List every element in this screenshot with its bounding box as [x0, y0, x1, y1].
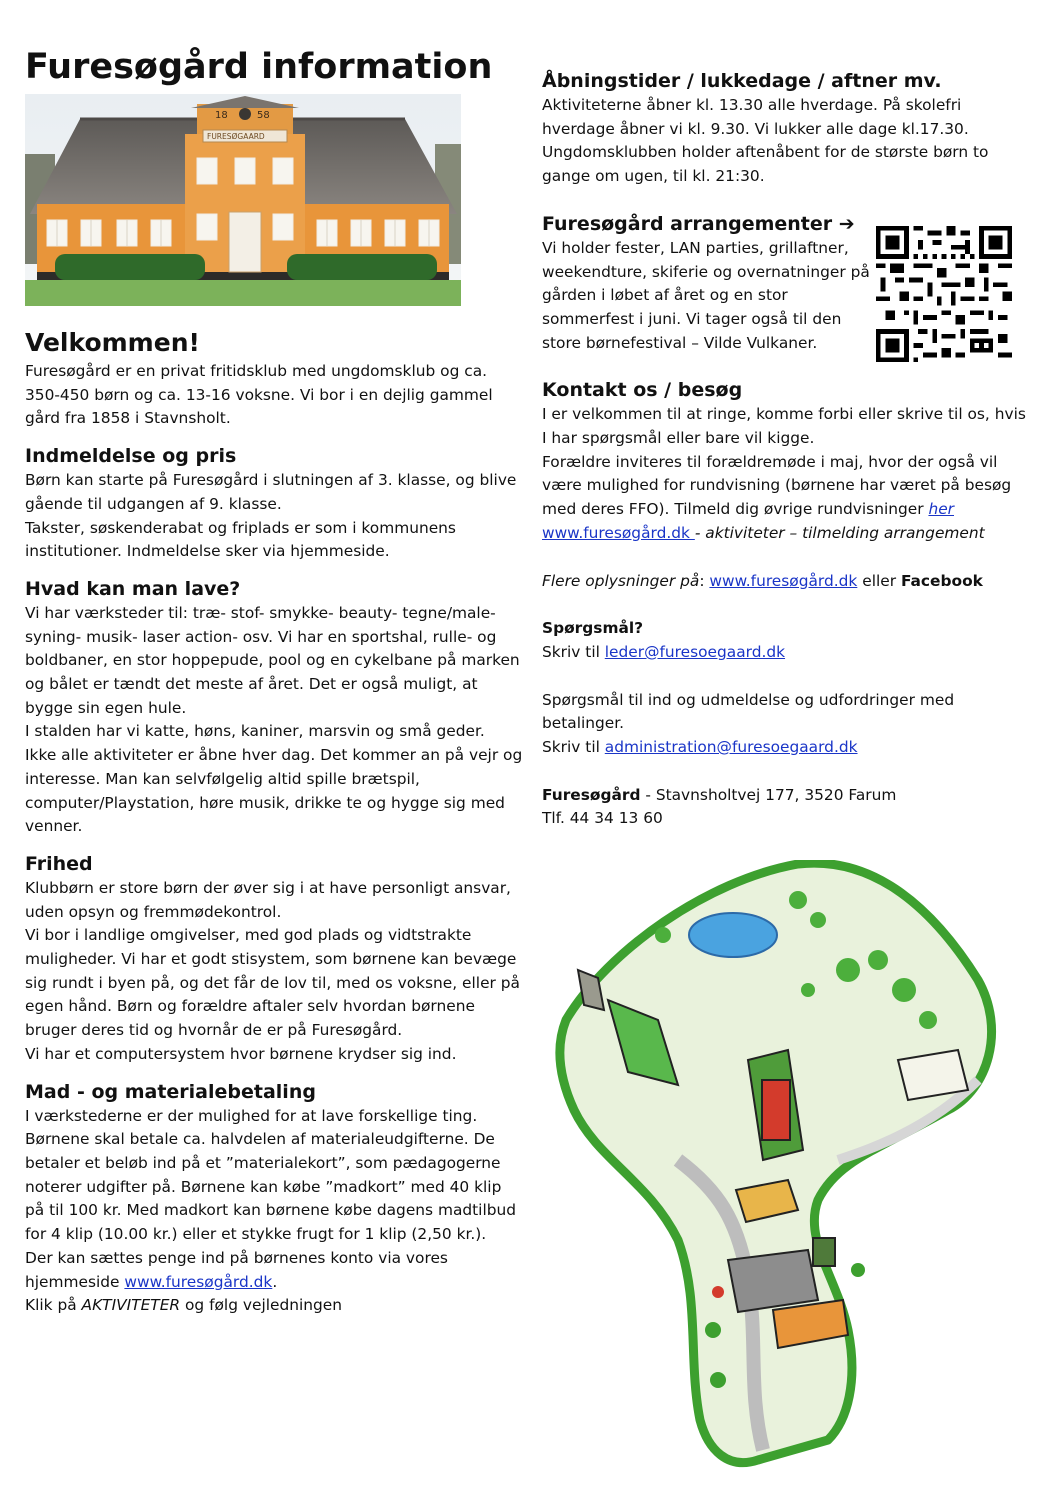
more-info-colon: :	[699, 571, 710, 590]
activities-text-2: I stalden har vi katte, høns, kaniner, marsvin og små geder.	[25, 722, 485, 741]
leader-email-link[interactable]: leder@furesoegaard.dk	[604, 642, 786, 661]
payment-heading: Mad - og materialebetaling	[25, 1080, 316, 1103]
payment-text-3-italic: AKTIVITETER	[81, 1296, 181, 1315]
payment-text-3-prefix: Klik på	[25, 1296, 82, 1315]
activities-text-1: Vi har værksteder til: træ- stof- smykke- beauty- tegne/male-syning- musik- laser action- osv. Vi har en sportshal, rulle- og boldbaner, en stor hoppepude, pool og en cykelbane på marken og bålet er tændt det meste af året. Det er også muligt, at bygge sin egen hule.	[25, 603, 520, 717]
left-column	[25, 42, 525, 1318]
events-text: Vi holder fester, LAN parties, grillaftner, weekendture, skiferie og overnatninger på gården i løbet af året og en stor sommerfest i juni. Vi tager også til den store børnefestival – Vilde Vulkaner.	[542, 238, 870, 352]
events-heading-text: Furesøgård arrangementer	[542, 212, 833, 235]
qr-code	[876, 226, 1012, 362]
hours-heading: Åbningstider / lukkedage / aftner mv.	[542, 70, 942, 92]
freedom-heading: Frihed	[25, 852, 93, 875]
freedom-text-3: Vi har et computersystem hvor børnene krydser sig ind.	[25, 1044, 457, 1063]
contact-text-2-prefix: Forældre inviteres til forældremøde i maj, hvor der også vil være mulighed for rundvisning (børnene har været på besøg med deres FFO). Tilmeld dig øvrige rundvisninger	[542, 452, 1012, 519]
facebook-label: Facebook	[900, 571, 983, 590]
hand-drawn-site-map	[548, 860, 1018, 1480]
phone-line: Tlf. 44 34 13 60	[542, 809, 663, 828]
address-street: - Stavnsholtvej 177, 3520 Farum	[640, 785, 897, 804]
signup-link[interactable]: her	[928, 500, 954, 519]
page-title: Furesøgård information	[25, 47, 493, 87]
contact-text-3	[542, 522, 1032, 546]
enrollment-heading: Indmeldelse og pris	[25, 445, 237, 468]
payment-text-2	[25, 1247, 525, 1294]
arrow-right-icon: ➔	[838, 212, 855, 235]
more-info-or: eller	[857, 571, 901, 590]
sign-name: FURESØGAARD	[207, 132, 265, 141]
enrollment-text-2: Takster, søskenderabat og friplads er som i kommunens institutioner. Indmeldelse sker via hjemmeside.	[25, 518, 456, 561]
activities-heading: Hvad kan man lave?	[25, 577, 241, 600]
questions-heading: Spørgsmål?	[542, 619, 644, 638]
website-link-more[interactable]: www.furesøgård.dk	[709, 571, 858, 590]
payment-text-2-prefix: Der kan sættes penge ind på børnenes konto via vores hjemmeside	[25, 1248, 448, 1291]
website-link[interactable]: www.furesøgård.dk	[124, 1272, 273, 1291]
payment-text-2-suffix: .	[272, 1272, 278, 1291]
hours-text: Aktiviteterne åbner kl. 13.30 alle hverdage. På skolefri hverdage åbner vi kl. 9.30. Vi lukker alle dage kl.17.30. Ungdomsklubben holder aftenåbent for de største børn to gange om ugen, til kl. 21:30.	[542, 96, 989, 186]
payment-text-3	[25, 1294, 525, 1318]
payment-text-1: I værkstederne er der mulighed for at lave forskellige ting. Børnene skal betale ca. halvdelen af materialeudgifterne. De betaler et beløb ind på et ”materialekort”, som pædagogerne noterer udgifter på. Børnene kan købe ”madkort” med 40 klip på til 100 kr. Med madkort kan børnene købe dagens madtilbud for 4 klip (10.00 kr.) eller et stykke frugt for 1 klip (2,50 kr.).	[25, 1106, 517, 1244]
welcome-heading: Velkommen!	[25, 328, 200, 357]
activities-text-3: Ikke alle aktiviteter er åbne hver dag. Det kommer an på vejr og interesse. Man kan selvfølgelig altid spille brætspil, computer/Playstation, høre musik, drikke te og hygge sig med venner.	[25, 746, 523, 836]
more-info-line	[542, 570, 1032, 594]
contact-heading: Kontakt os / besøg	[542, 379, 743, 402]
questions-line-1-prefix: Skriv til	[542, 642, 605, 661]
address-line	[542, 784, 1032, 808]
payment-text-3-suffix: og følg vejledningen	[180, 1296, 343, 1315]
contact-text-2	[542, 451, 1032, 522]
enrollment-text-1: Børn kan starte på Furesøgård i slutningen af 3. klasse, og blive gående til udgangen af 9. klasse.	[25, 471, 517, 513]
freedom-text-1: Klubbørn er store børn der øver sig i at have personligt ansvar, uden opsyn og fremmødekontrol.	[25, 878, 511, 921]
contact-text-1: I er velkommen til at ringe, komme forbi eller skrive til os, hvis I har spørgsmål eller bare vil kigge.	[542, 405, 1026, 448]
sign-year-right: 58	[257, 110, 270, 121]
more-info-label: Flere oplysninger på	[542, 571, 700, 590]
freedom-text-2: Vi bor i landlige omgivelser, med god plads og vidtstrakte muligheder. Vi har et godt stisystem, som børnene kan bevæge sig rundt i byen på, og det får de lov til, med os voksne, eller på egen hånd. Børn og forældre aftaler selv hvordan børnene bruger deres tid og hvornår de er på Furesøgård.	[25, 926, 520, 1040]
admin-email-link[interactable]: administration@furesoegaard.dk	[604, 738, 858, 757]
questions-line-2: Spørgsmål til ind og udmeldelse og udfordringer med betalinger.	[542, 690, 955, 733]
questions-line-3-prefix: Skriv til	[542, 738, 605, 757]
contact-text-3-italic: - aktiviteter – tilmelding arrangement	[694, 523, 985, 542]
questions-line-3	[542, 736, 1032, 760]
right-column	[542, 68, 1032, 831]
welcome-text: Furesøgård er en privat fritidsklub med ungdomsklub og ca. 350-450 børn og ca. 13-16 voksne. Vi bor i en dejlig gammel gård fra 1858 i Stavnsholt.	[25, 362, 493, 428]
address-name: Furesøgård	[542, 785, 641, 804]
questions-line-1	[542, 641, 1032, 665]
sign-year-left: 18	[215, 110, 228, 121]
farmhouse-photo	[25, 94, 461, 306]
website-link-contact[interactable]: www.furesøgård.dk	[542, 523, 695, 542]
